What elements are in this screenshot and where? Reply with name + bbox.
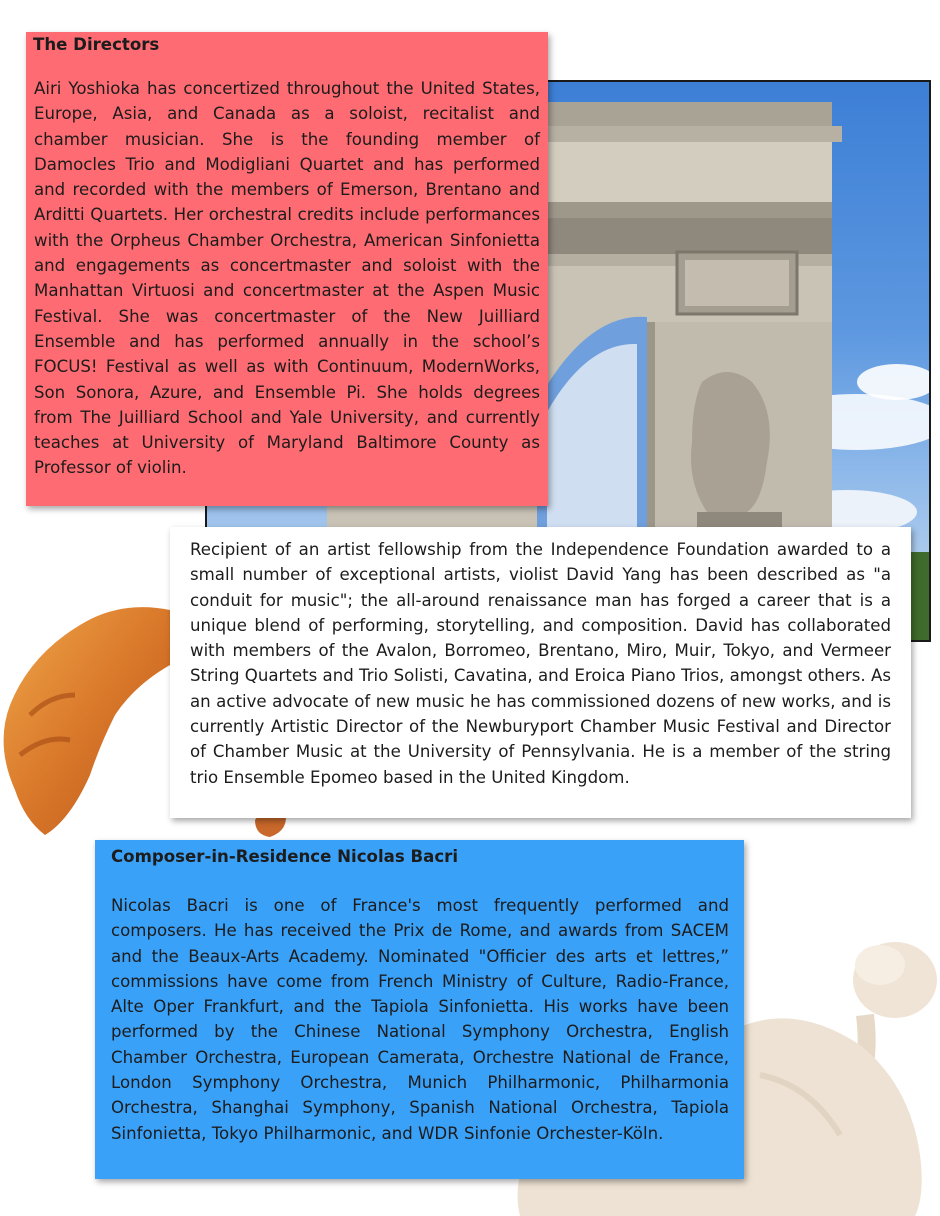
- david-yang-box: [170, 527, 911, 818]
- directors-box: [26, 32, 548, 506]
- airi-yoshioka-bio: Airi Yoshioka has concertized throughout the United States, Europe, Asia, and Canada as a soloist, recitalist and chamber musician. She is the founding member of Damocles Trio and Modigliani Quartet and has performed and recorded with the members of Emerson, Brentano and Arditti Quartets. Her orchestral credits include performances with the Orpheus Chamber Orchestra, American Sinfonietta and engagements as concertmaster and soloist with the Manhattan Virtuosi and concertmaster at the Aspen Music Festival. She was concertmaster of the New Juilliard Ensemble and has performed annually in the school’s FOCUS! Festival as well as with Continuum, ModernWorks, Son Sonora, Azure, and Ensemble Pi. She holds degrees from The Juilliard School and Yale University, and currently teaches at University of Maryland Baltimore County as Professor of violin.: [34, 79, 540, 478]
- david-yang-bio: Recipient of an artist fellowship from the Independence Foundation awarded to a small number of exceptional artists, violist David Yang has been described as "a conduit for music"; the all-around renaissance man has forged a career that is a unique blend of performing, storytelling, and composition. David has collaborated with members of the Avalon, Borromeo, Brentano, Miro, Muir, Tokyo, and Vermeer String Quartets and Trio Solisti, Cavatina, and Eroica Piano Trios, amongst others. As an active advocate of new music he has commissioned dozens of new works, and is currently Artistic Director of the Newburyport Chamber Music Festival and Director of Chamber Music at the University of Pennsylvania. He is a member of the string trio Ensemble Epomeo based in the United Kingdom.: [190, 540, 891, 787]
- nicolas-bacri-bio: Nicolas Bacri is one of France's most frequently performed and composers. He has received the Prix de Rome, and awards from SACEM and the Beaux-Arts Academy. Nominated "Officier des arts et lettres,” commissions have come from French Ministry of Culture, Radio-France, Alte Oper Frankfurt, and the Tapiola Sinfonietta. His works have been performed by the Chinese National Symphony Orchestra, English Chamber Orchestra, European Camerata, Orchestre National de France, London Symphony Orchestra, Munich Philharmonic, Philharmonia Orchestra, Shanghai Symphony, Spanish National Orchestra, Tapiola Sinfonietta, Tokyo Philharmonic, and WDR Sinfonie Orchester-Köln.: [111, 896, 729, 1143]
- composer-heading: Composer-in-Residence Nicolas Bacri: [111, 847, 459, 866]
- composer-box: [95, 840, 744, 1179]
- directors-heading: The Directors: [33, 35, 160, 54]
